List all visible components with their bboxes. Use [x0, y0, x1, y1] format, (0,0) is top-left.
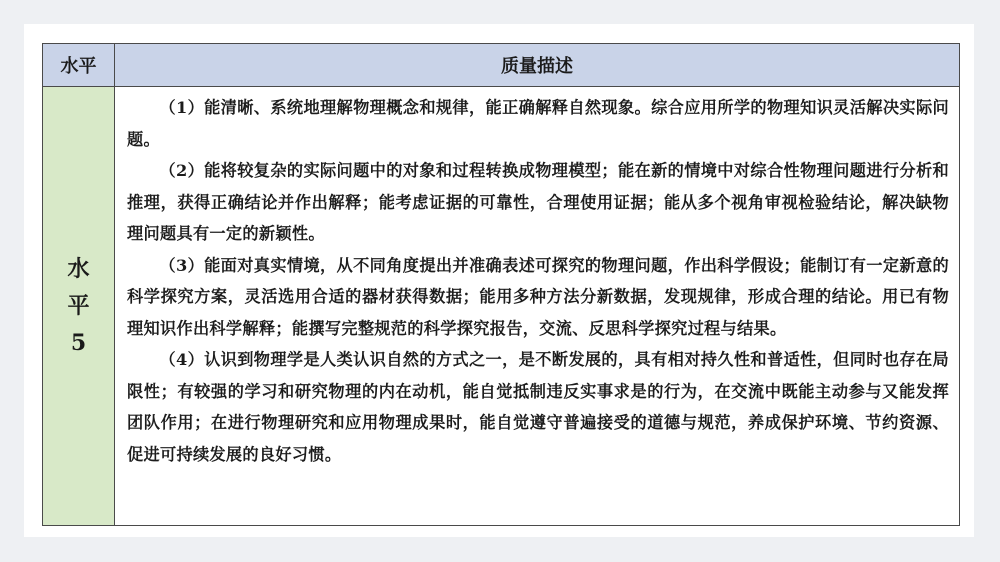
level-char-2: 平 [67, 292, 90, 319]
description-item-1: （1）能清晰、系统地理解物理概念和规律，能正确解释自然现象。综合应用所学的物理知识灵活解决实际问题。 [127, 98, 949, 149]
quality-level-table [42, 43, 960, 526]
description-item-2: （2）能将较复杂的实际问题中的对象和过程转换成物理模型；能在新的情境中对综合性物理问题进行分析和推理，获得正确结论并作出解释；能考虑证据的可靠性，合理使用证据；能从多个视角审视检验结论，解决缺物理问题具有一定的新颖性。 [127, 161, 949, 243]
description-cell [115, 87, 959, 525]
level-5-cell [43, 87, 115, 525]
level-char-1: 水 [67, 255, 90, 282]
header-description-cell: 质量描述 [501, 56, 573, 77]
header-level-cell: 水平 [43, 44, 115, 86]
table-header-row [43, 44, 959, 87]
level-number: 5 [70, 329, 87, 356]
description-item-4: （4）认识到物理学是人类认识自然的方式之一，是不断发展的，具有相对持久性和普适性，但同时也存在局限性；有较强的学习和研究物理的内在动机，能自觉抵制违反实事求是的行为，在交流中既能主动参与又能发挥团队作用；在进行物理研究和应用物理成果时，能自觉遵守普遍接受的道德与规范，养成保护环境、节约资源、促进可持续发展的良好习惯。 [127, 350, 949, 464]
description-item-3: （3）能面对真实情境，从不同角度提出并准确表述可探究的物理问题，作出科学假设；能制订有一定新意的科学探究方案，灵活选用合适的器材获得数据；能用多种方法分新数据，发现规律，形成合理的结论。用已有物理知识作出科学解释；能撰写完整规范的科学探究报告，交流、反思科学探究过程与结果。 [127, 255, 949, 338]
